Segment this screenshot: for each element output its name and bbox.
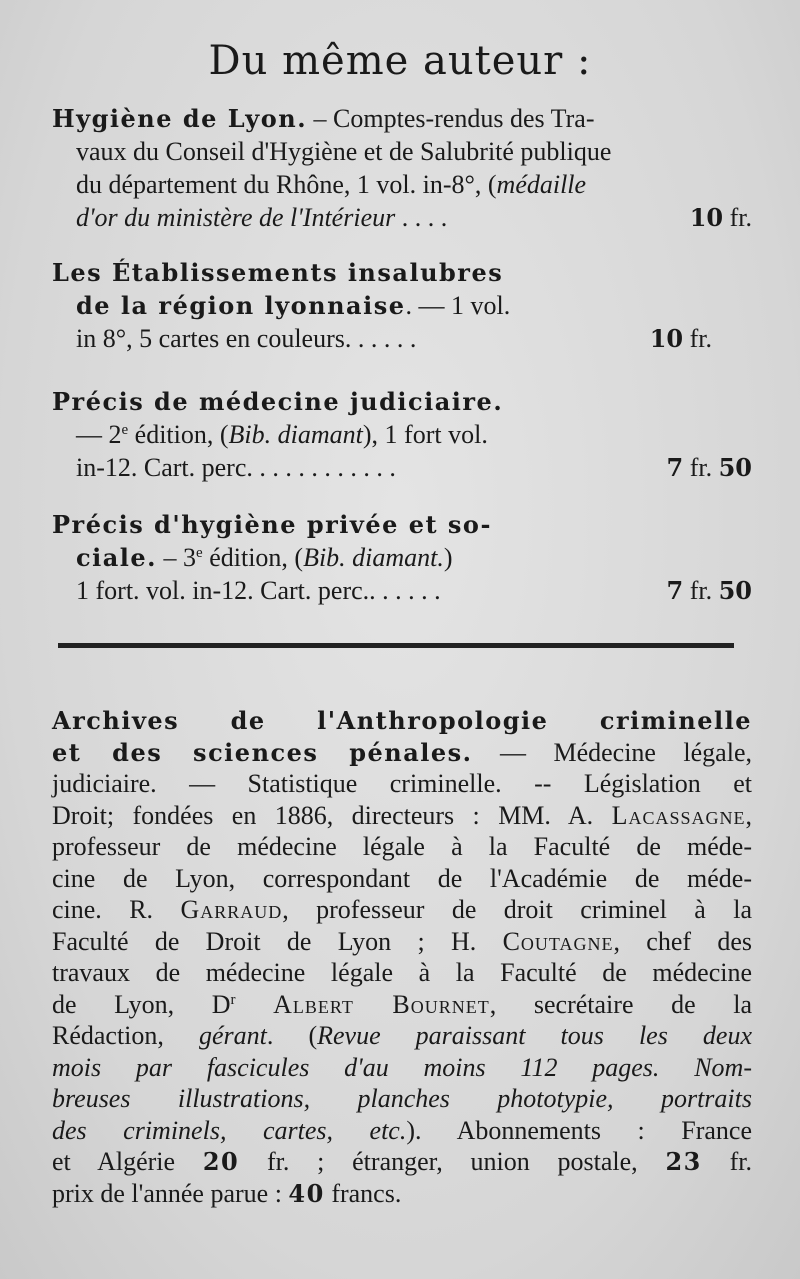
italic-text: Revue paraissant tous les deux [317,1021,752,1050]
price-unit: fr. [683,576,719,605]
text-run: — 2 [76,420,122,449]
text-line [52,1052,752,1084]
price-amount: 7 [666,576,684,605]
text-line [52,989,752,1021]
bold-text: Précis d'hygiène privée et so- [52,510,492,539]
book-entry-etablissements-insalubres [52,256,752,355]
text-run: , [745,800,752,830]
text-run: – 3 [157,543,197,572]
bold-text: Les Établissements insalubres [52,258,504,287]
italic-text: breuses illustrations, planches phototypie, portraits [52,1084,752,1113]
bold-text: 40 [288,1178,325,1208]
text-run: in-12. Cart. perc. . . . . . . . . . . . [76,453,396,482]
price-unit: fr. [683,453,719,482]
book-price [690,201,752,234]
text-run: cine. R. [52,895,181,924]
text-line [52,508,752,541]
text-run [236,990,274,1019]
italic-text: mois par fascicules d'au moins 112 pages. Nom- [52,1052,752,1082]
text-line [52,800,752,832]
text-run: du département du Rhône, 1 vol. in-8°, ( [76,170,497,199]
text-line [52,541,752,574]
text-run: édition, ( [202,543,304,572]
text-run: judiciaire. — Statistique criminelle. -- Législation et [52,769,752,798]
text-run: francs. [324,1178,402,1208]
text-run: 1 fort. vol. in-12. Cart. perc.. . . . . . [76,576,441,605]
italic-text: gérant [198,1021,267,1050]
text-run: de Lyon, D [52,989,231,1019]
text-line [52,289,752,322]
text-line [52,705,752,737]
italic-text: d'or du ministère de l'Intérieur [76,203,396,232]
text-line [52,102,752,135]
book-text [52,385,752,484]
superscript: e [196,545,203,561]
text-run: vaux du Conseil d'Hygiène et de Salubrité publique [76,137,612,166]
price-cents: 50 [718,576,752,605]
text-run: fr. ; étranger, union postale, [239,1147,666,1176]
superscript: e [121,422,129,438]
price-amount: 10 [649,324,684,353]
section-divider [58,643,734,648]
book-price [667,451,753,484]
price-cents: 50 [718,453,752,482]
text-line [52,1146,752,1178]
text-run: cine de Lyon, correspondant de l'Académie de méde- [52,863,752,893]
text-line [52,451,752,484]
small-caps-name: Garraud [180,895,283,924]
text-run: professeur de médecine légale à la Faculté de méde- [52,832,752,861]
text-line [52,831,752,863]
text-line [52,737,752,769]
italic-text: médaille [496,170,587,199]
text-run: Rédaction, [52,1021,199,1050]
text-run: et Algérie [52,1147,203,1176]
bold-text: Hygiène de Lyon. [52,104,308,133]
text-line [52,1083,752,1115]
price-unit: fr. [723,203,752,232]
bold-text: ciale. [76,543,158,572]
italic-text: Bib. diamant. [303,543,444,572]
superscript: r [230,991,236,1008]
text-run: . — 1 vol. [405,291,511,320]
book-text [52,102,752,234]
text-run: , chef des [613,926,752,956]
text-run: . ( [266,1021,318,1050]
text-run: prix de l'année parue : [52,1178,289,1208]
text-run: fr. [701,1147,752,1176]
text-run: Faculté de Droit de Lyon ; H. [52,926,503,956]
text-line [52,894,752,926]
book-text [52,508,752,607]
book-entry-precis-medecine-judiciaire [52,385,752,484]
text-run: — Médecine légale, [472,737,752,767]
italic-text: des criminels, cartes, etc. [52,1115,407,1145]
text-line [52,574,752,607]
bold-text: Archives de l'Anthropologie criminelle [52,706,752,735]
text-run: édition, ( [128,420,229,449]
archives-text [52,705,752,1209]
bold-text: Précis de médecine judiciaire. [52,387,504,416]
text-line [52,322,752,355]
text-run: in 8°, 5 cartes en couleurs. . . . . . [76,324,417,353]
text-line [52,1115,752,1147]
book-price [667,574,753,607]
small-caps-name: Lacassagne [611,800,746,830]
text-line [52,256,752,289]
text-line [52,1020,752,1052]
text-run: , secrétaire de la [489,989,753,1019]
bold-text: de la région lyonnaise [76,291,406,320]
book-price [650,322,712,355]
text-run: Droit; fondées en 1886, directeurs : MM. A. [52,800,612,830]
text-run: . . . . [395,203,448,232]
small-caps-name: Albert Bournet [273,989,490,1019]
page-heading: Du même auteur : [208,38,592,84]
text-run: ), 1 fort vol. [362,420,488,449]
book-text [52,256,752,355]
text-line [52,957,752,989]
bold-text: 23 [665,1147,702,1176]
text-run: ) [443,543,453,572]
small-caps-name: Coutagne [502,926,614,956]
book-entry-hygiene-de-lyon [52,102,752,234]
book-entry-precis-hygiene [52,508,752,607]
text-line [52,385,752,418]
text-run: – Comptes-rendus des Tra- [307,104,595,133]
price-unit: fr. [683,324,712,353]
text-run: travaux de médecine légale à la Faculté de médecine [52,958,752,987]
text-line [52,863,752,895]
text-line [52,201,752,234]
text-run: ). Abonnements : France [406,1115,752,1145]
text-line [52,418,752,451]
price-amount: 7 [666,453,684,482]
text-line [52,768,752,800]
bold-text: 20 [202,1147,240,1176]
archives-notice [52,705,752,1209]
text-line [52,168,752,201]
text-run: , professeur de droit criminel à la [282,895,753,924]
price-amount: 10 [689,203,724,232]
bold-text: et des sciences pénales. [52,737,473,767]
text-line [52,926,752,958]
text-line [52,135,752,168]
text-line [52,1178,752,1210]
italic-text: Bib. diamant [228,420,363,449]
